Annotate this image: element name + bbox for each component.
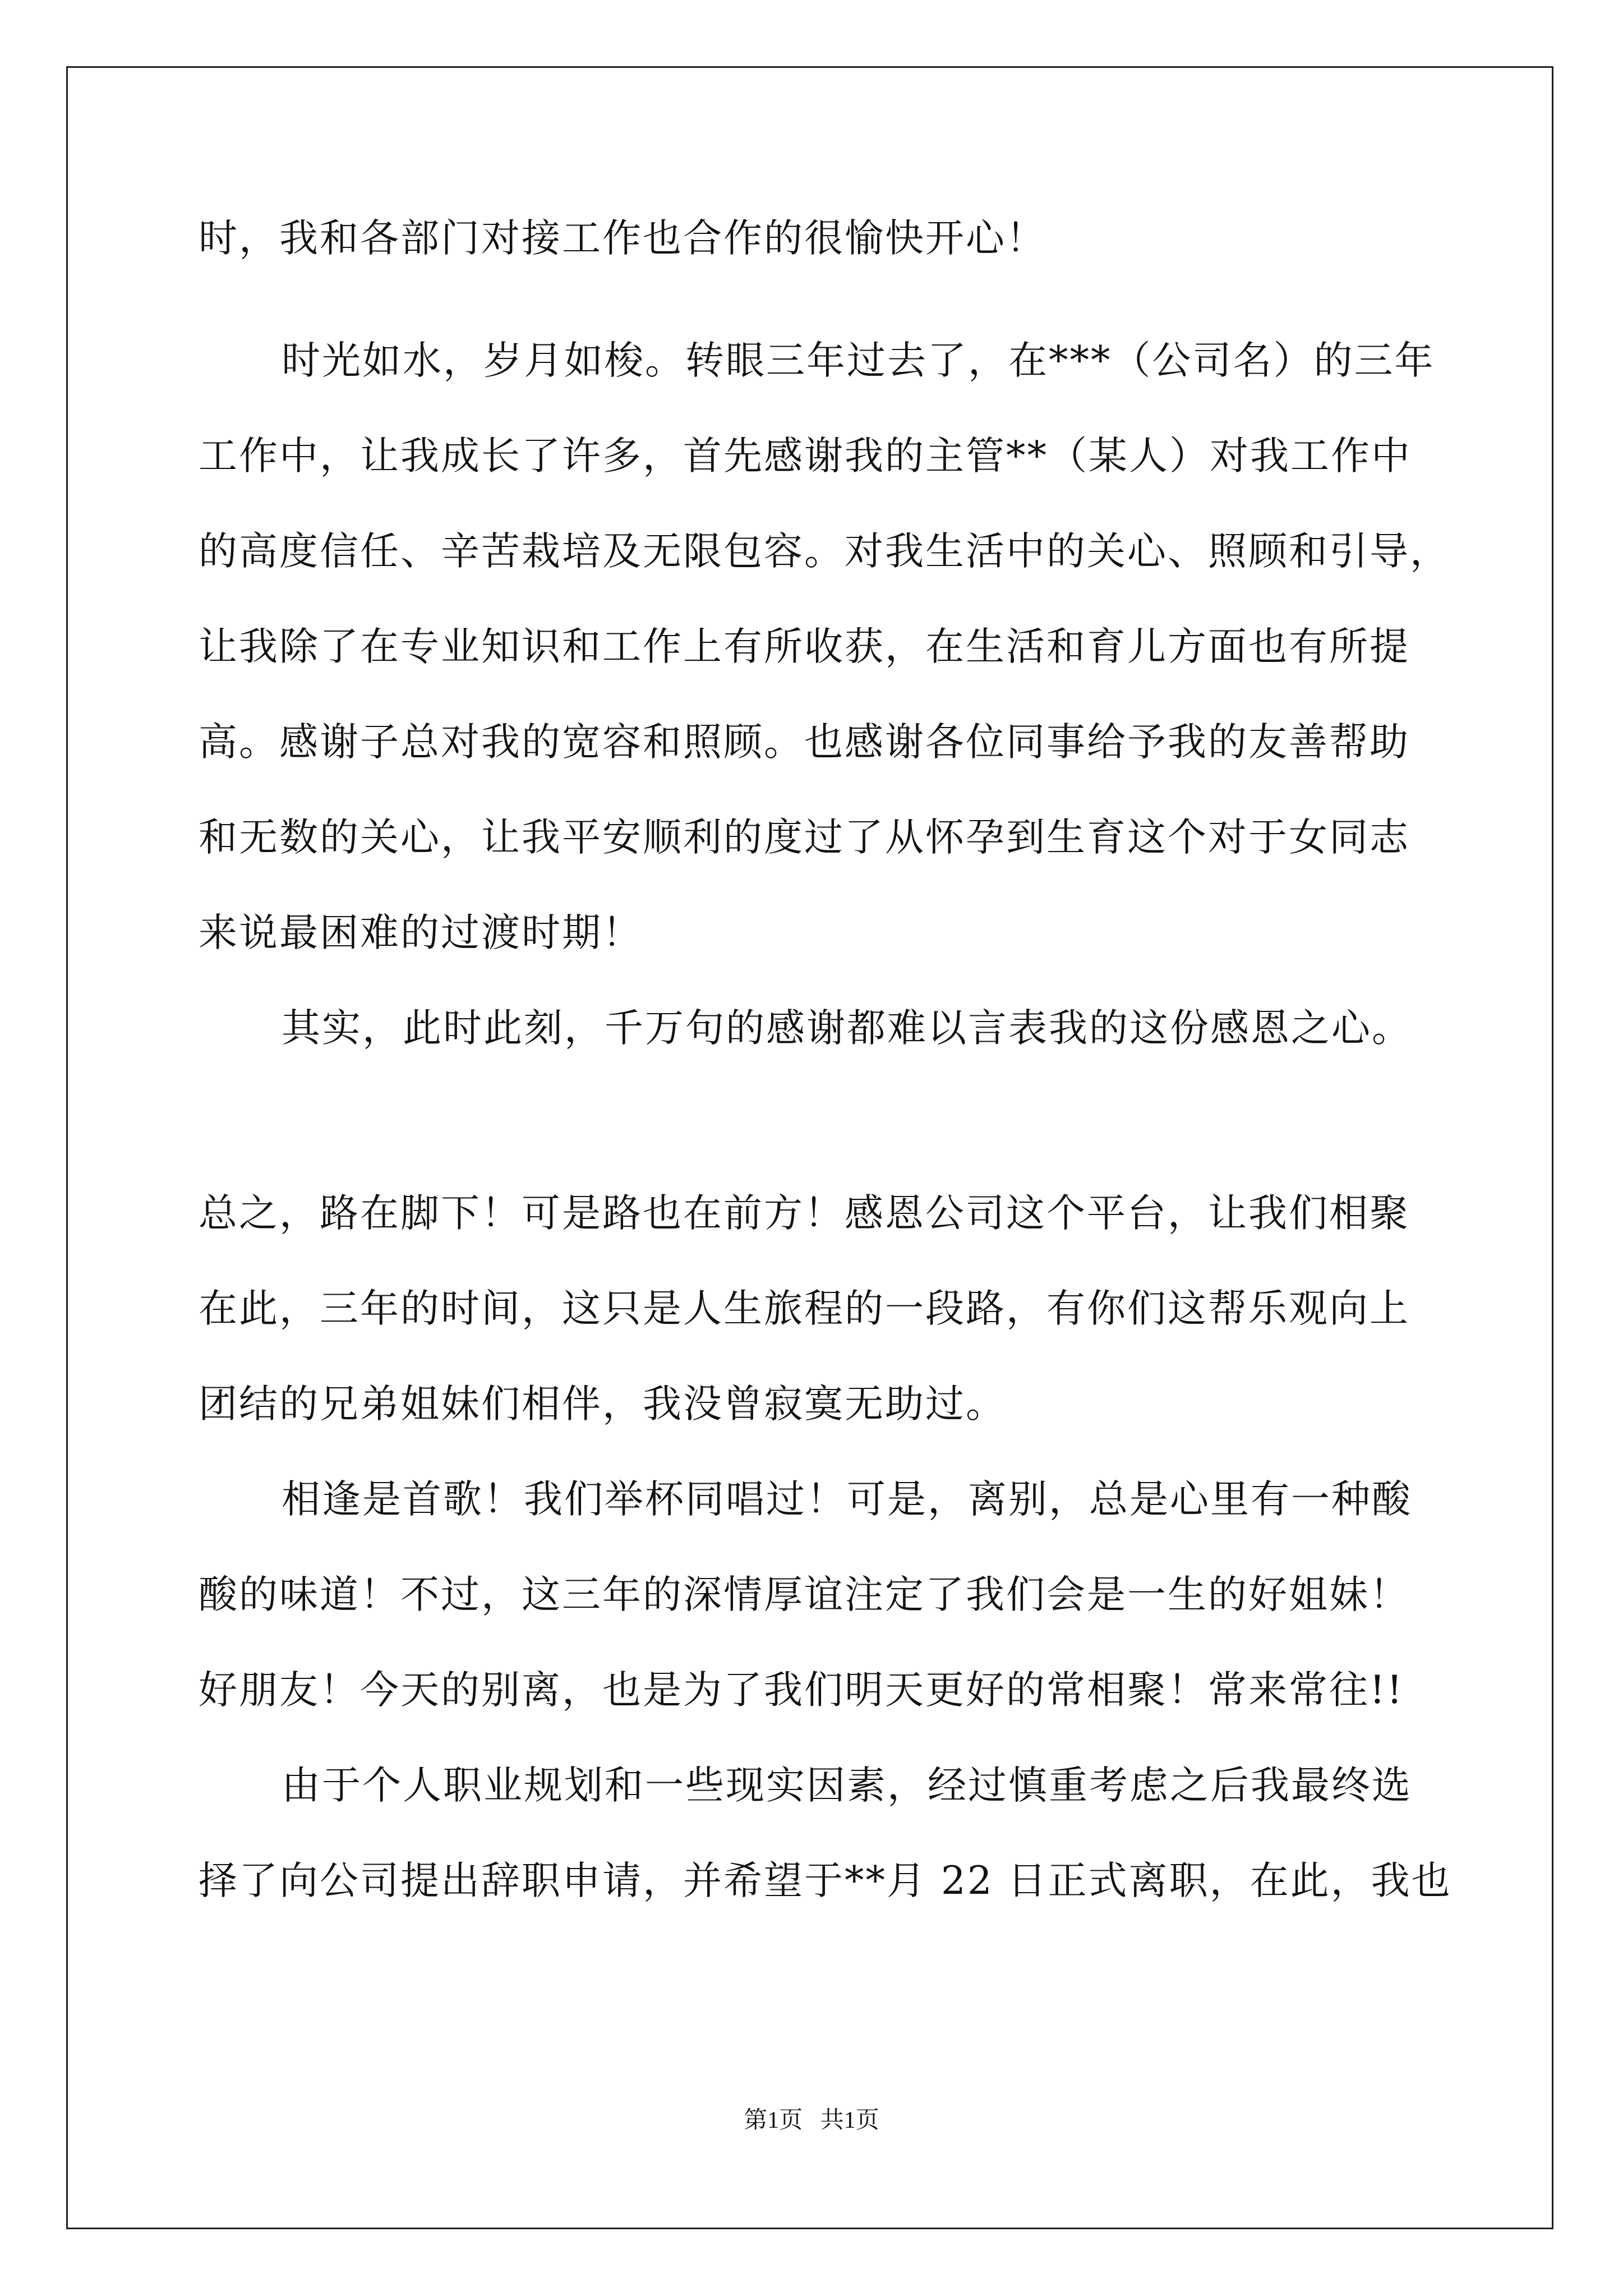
text-line: 酸的味道！不过，这三年的深情厚谊注定了我们会是一生的好姐妹！ — [199, 1572, 1410, 1617]
text-line: 和无数的关心，让我平安顺利的度过了从怀孕到生育这个对于女同志 — [199, 815, 1410, 860]
text-line: 让我除了在专业知识和工作上有所收获，在生活和育儿方面也有所提 — [199, 624, 1410, 669]
text-line: 择了向公司提出辞职申请，并希望于**月 22 日正式离职，在此，我也 — [199, 1858, 1452, 1903]
text-line: 来说最困难的过渡时期！ — [199, 910, 643, 955]
text-line: 总之，路在脚下！可是路也在前方！感恩公司这个平台，让我们相聚 — [199, 1191, 1410, 1236]
text-line: 时，我和各部门对接工作也合作的很愉快开心！ — [199, 216, 1046, 261]
text-line: 高。感谢子总对我的宽容和照顾。也感谢各位同事给予我的友善帮助 — [199, 720, 1410, 765]
text-line: 的高度信任、辛苦栽培及无限包容。对我生活中的关心、照顾和引导， — [199, 529, 1450, 574]
paragraph-first-line: 时光如水，岁月如梭。转眼三年过去了，在***（公司名）的三年 — [282, 338, 1435, 383]
text-line: 好朋友！今天的别离，也是为了我们明天更好的常相聚！常来常往!! — [199, 1668, 1404, 1713]
paragraph-first-line: 由于个人职业规划和一些现实因素，经过慎重考虑之后我最终选 — [282, 1763, 1412, 1808]
page-footer: 第1页 共1页 — [744, 2108, 879, 2133]
text-line: 团结的兄弟姐妹们相伴，我没曾寂寞无助过。 — [199, 1382, 1006, 1427]
text-line: 在此，三年的时间，这只是人生旅程的一段路，有你们这帮乐观向上 — [199, 1286, 1410, 1331]
paragraph-first-line: 其实，此时此刻，千万句的感谢都难以言表我的这份感恩之心。 — [282, 1006, 1412, 1051]
paragraph-first-line: 相逢是首歌！我们举杯同唱过！可是，离别，总是心里有一种酸 — [282, 1477, 1412, 1522]
text-line: 工作中，让我成长了许多，首先感谢我的主管**（某人）对我工作中 — [199, 434, 1412, 478]
